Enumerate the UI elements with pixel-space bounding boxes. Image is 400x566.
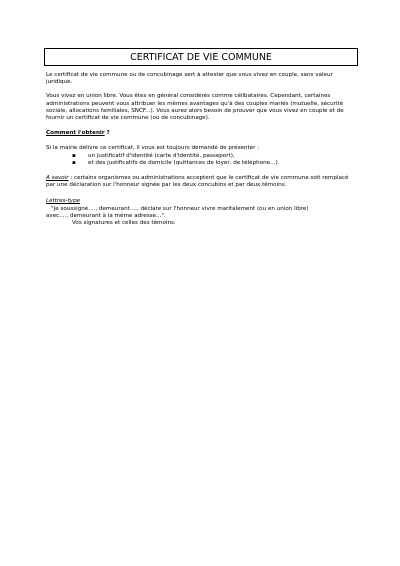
- section-heading-text: Comment l'obtenir: [46, 130, 105, 137]
- letter-line-3: Vos signatures et celles des témoins.: [72, 220, 176, 227]
- section-heading: [46, 130, 356, 137]
- letter-line-1: "Je soussigné...., demeurant...., déclare sur l'honneur vivre maritalement (ou en union libre): [51, 205, 309, 212]
- list-item-text: un justificatif d'identité (carte d'identité, passeport),: [88, 152, 235, 159]
- bullet-icon: ▪: [72, 159, 76, 166]
- a-savoir-text: : certains organismes ou administrations acceptent que le certificat de vie commune soit remplacé par une déclaration sur l'honneur signée par les deux concubins et par deux témoins.: [46, 175, 349, 189]
- document-title: CERTIFICAT DE VIE COMMUNE: [44, 48, 358, 66]
- mairie-paragraph: Si la mairie délivre ce certificat, il vous est toujours demandé de présenter :: [46, 145, 260, 152]
- list-item: [46, 153, 356, 160]
- intro-paragraph: Le certificat de vie commune ou de concubinage sert à attester que vous vivez en couple, sans valeur juridique.: [46, 72, 333, 86]
- letter-line-2: avec...., demeurant à la même adresse...".: [46, 212, 166, 219]
- bullet-icon: ▪: [72, 152, 76, 159]
- a-savoir-paragraph: [46, 175, 356, 189]
- documents-list: [46, 153, 356, 167]
- list-item-text: et des justificatifs de domicile (quittances de loyer, de téléphone...).: [88, 159, 280, 166]
- section-heading-suffix: ?: [104, 130, 110, 137]
- list-item: [46, 160, 356, 167]
- document-body: [46, 72, 356, 227]
- lettres-type-label: Lettres-type: [46, 198, 81, 205]
- a-savoir-label: A savoir: [46, 175, 69, 182]
- union-libre-paragraph: Vous vivez en union libre. Vous êtes en général considérés comme célibataires. Cependant, certaines administrations peuvent vous attribuer les mêmes avantages qu'à des couples mariés (mutuelle, sécurité sociale, allocations familiales, SNCF...). Vous aurez alors besoin de prouver que vous vivez en couple et de fournir un certificat de vie commune (ou de concubinage).: [46, 93, 344, 122]
